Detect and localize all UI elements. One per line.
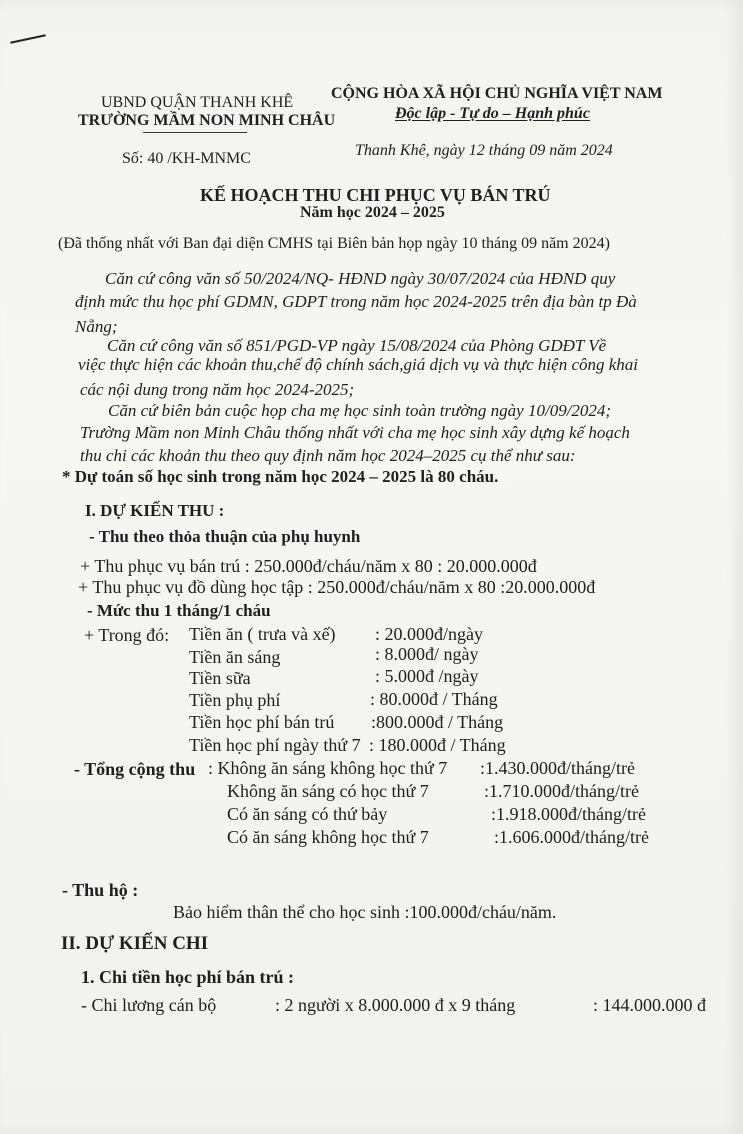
salary-total: : 144.000.000 đ — [593, 995, 707, 1015]
agreement-note: (Đã thống nhất với Ban đại diện CMHS tại Biên bản họp ngày 10 tháng 09 năm 2024) — [58, 235, 610, 252]
fee-name: Tiền phụ phí — [189, 690, 281, 710]
fee-name: Tiền học phí ngày thứ 7 — [189, 735, 361, 755]
total-option-name: : Không ăn sáng không học thứ 7 — [208, 758, 448, 778]
fee-name: Tiền ăn ( trưa và xế) — [189, 624, 336, 644]
total-option-value: :1.430.000đ/tháng/trẻ — [480, 758, 635, 778]
nation-line-1: CỘNG HÒA XÃ HỘI CHỦ NGHĨA VIỆT NAM — [331, 85, 663, 102]
basis-2-line-3: các nội dung trong năm học 2024-2025; — [80, 380, 355, 399]
supplies-fee-line: + Thu phục vụ đồ dùng học tập : 250.000đ/cháu/năm x 80 :20.000.000đ — [78, 577, 596, 597]
basis-3-line-3: thu chi các khoản thu theo quy định năm học 2024–2025 cụ thể như sau: — [80, 446, 576, 465]
expense-sub-heading: 1. Chi tiền học phí bán trú : — [81, 967, 295, 987]
fee-name: Tiền học phí bán trú — [189, 712, 335, 732]
basis-2-line-2: việc thực hiện các khoản thu,chế độ chính sách,giá dịch vụ và thực hiện công khai — [78, 355, 639, 374]
total-option-name: Không ăn sáng có học thứ 7 — [227, 781, 429, 801]
basis-1-line-2: định mức thu học phí GDMN, GDPT trong năm học 2024-2025 trên địa bàn tp Đà — [75, 292, 637, 311]
agreement-heading: - Thu theo thỏa thuận của phụ huynh — [89, 527, 361, 546]
basis-3-line-1: Căn cứ biên bản cuộc họp cha mẹ học sinh toàn trường ngày 10/09/2024; — [108, 401, 612, 420]
fee-value: : 8.000đ/ ngày — [375, 644, 479, 664]
fee-value: : 180.000đ / Tháng — [369, 735, 506, 755]
fee-value: : 80.000đ / Tháng — [370, 689, 498, 709]
total-option-value: :1.606.000đ/tháng/trẻ — [494, 827, 649, 847]
total-option-value: :1.710.000đ/tháng/trẻ — [484, 781, 639, 801]
income-heading: I. DỰ KIẾN THU : — [85, 501, 225, 520]
within-label: + Trong đó: — [84, 625, 170, 645]
student-estimate: * Dự toán số học sinh trong năm học 2024 – 2025 là 80 cháu. — [62, 467, 499, 486]
fee-name: Tiền ăn sáng — [189, 647, 281, 667]
salary-name: - Chi lương cán bộ — [81, 995, 217, 1015]
school-year: Năm học 2024 – 2025 — [300, 204, 445, 221]
basis-2-line-1: Căn cứ công văn số 851/PGD-VP ngày 15/08/2024 của Phòng GDĐT Về — [107, 336, 607, 355]
total-option-value: :1.918.000đ/tháng/trẻ — [491, 804, 646, 824]
org-line-2: TRƯỜNG MẦM NON MINH CHÂU — [78, 112, 336, 129]
salary-detail: : 2 người x 8.000.000 đ x 9 tháng — [275, 995, 516, 1015]
document-number: Số: 40 /KH-MNMC — [122, 150, 251, 167]
expense-heading: II. DỰ KIẾN CHI — [61, 933, 209, 954]
org-underline — [143, 132, 247, 133]
insurance-line: Bảo hiểm thân thể cho học sinh :100.000đ/cháu/năm. — [173, 902, 557, 922]
fee-value: : 20.000đ/ngày — [375, 624, 483, 644]
plan-title: KẾ HOẠCH THU CHI PHỤC VỤ BÁN TRÚ — [200, 185, 551, 205]
boarding-fee-line: + Thu phục vụ bán trú : 250.000đ/cháu/năm x 80 : 20.000.000đ — [80, 556, 537, 576]
fee-name: Tiền sữa — [189, 668, 251, 688]
basis-1-line-3: Nẵng; — [75, 317, 118, 336]
nation-line-2: Độc lập - Tự do – Hạnh phúc — [395, 105, 590, 122]
total-label: - Tổng cộng thu — [74, 759, 196, 779]
basis-1-line-1: Căn cứ công văn số 50/2024/NQ- HĐND ngày 30/07/2024 của HĐND quy — [105, 269, 616, 288]
monthly-heading: - Mức thu 1 tháng/1 cháu — [87, 601, 271, 620]
org-line-1: UBND QUẬN THANH KHÊ — [101, 94, 294, 111]
total-option-name: Có ăn sáng không học thứ 7 — [227, 827, 429, 847]
pen-mark — [10, 34, 46, 43]
fee-value: :800.000đ / Tháng — [371, 712, 504, 732]
total-option-name: Có ăn sáng có thứ bảy — [227, 804, 388, 824]
basis-3-line-2: Trường Mầm non Minh Châu thống nhất với cha mẹ học sinh xây dựng kế hoạch — [80, 423, 630, 442]
fee-value: : 5.000đ /ngày — [375, 666, 479, 686]
place-date: Thanh Khê, ngày 12 tháng 09 năm 2024 — [355, 142, 613, 159]
collect-heading: - Thu hộ : — [62, 880, 139, 900]
